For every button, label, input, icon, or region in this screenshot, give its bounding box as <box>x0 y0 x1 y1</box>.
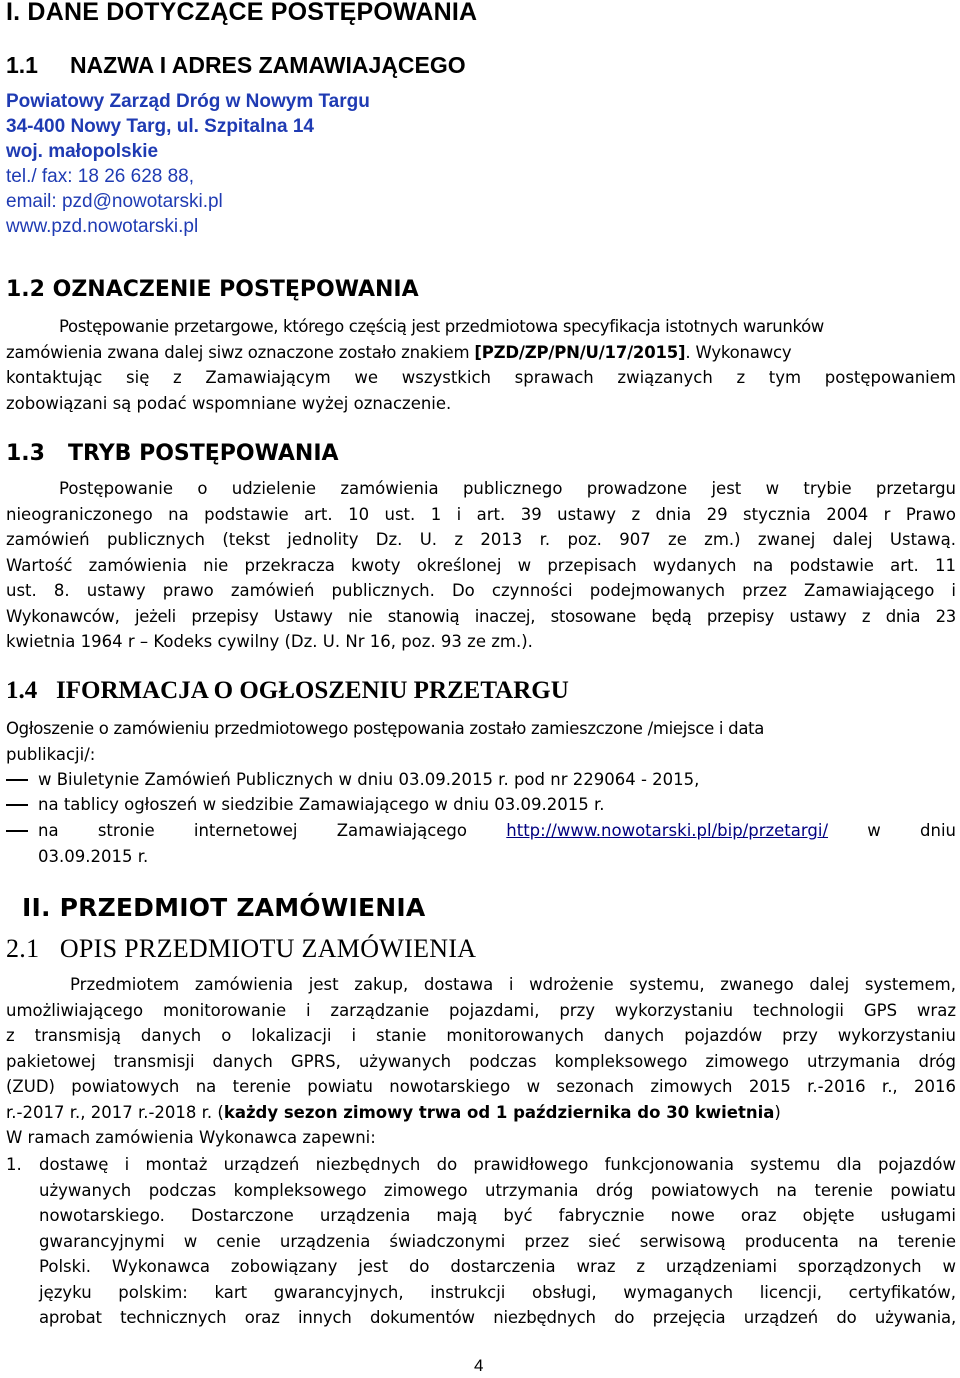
s12-line: Postępowanie przetargowe, którego częścią jest przedmiotowa specyfikacja istotnych warunków <box>59 317 824 336</box>
s21-line: W ramach zamówienia Wykonawca zapewni: <box>6 1128 376 1147</box>
authority-street: 34-400 Nowy Targ, ul. Szpitalna 14 <box>6 116 314 137</box>
announcement-text: w dniu <box>867 821 957 840</box>
list-item-text <box>39 1152 956 1331</box>
s21-line: z transmisją danych o lokalizacji i stanie monitorowanych danych pojazdów przy wykorzystaniu <box>6 1026 956 1045</box>
s11-heading <box>6 52 466 79</box>
s12-text: . Wykonawcy <box>685 342 792 362</box>
s21-heading <box>6 934 476 964</box>
s12-reference-number: [PZD/ZP/PN/U/17/2015] <box>474 342 686 362</box>
authority-voivodeship: woj. małopolskie <box>6 141 159 162</box>
s21-line: umożliwiającego monitorowanie i zarządzanie pojazdami, przy wykorzystaniu technologii GPS wraz <box>6 1000 956 1020</box>
s12-heading <box>6 277 419 302</box>
s13-line: Wartość zamówienia nie przekracza kwoty określonej w przepisach wydanych na podstawie art. 11 <box>6 555 956 575</box>
authority-phone: tel./ fax: 18 26 628 88, <box>6 166 195 187</box>
s21-winter-season-note: każdy sezon zimowy trwa od 1 października do 30 kwietnia <box>223 1102 775 1122</box>
s11-title: NAZWA I ADRES ZAMAWIAJĄCEGO <box>69 52 466 78</box>
authority-www[interactable]: www.pzd.nowotarski.pl <box>6 216 199 237</box>
announcement-item-line <box>38 818 956 844</box>
page-number: 4 <box>474 1356 484 1375</box>
announcement-item <box>6 792 960 818</box>
contracting-authority-address <box>6 89 370 164</box>
list-line: dostawę i montaż urządzeń niezbędnych do prawidłowego funkcjonowania systemu dla pojazdów <box>39 1155 956 1174</box>
list-line: nowotarskiego. Dostarczone urządzenia mają być fabrycznie nowe oraz objęte usługami <box>39 1206 956 1225</box>
announcement-item-text <box>38 818 960 869</box>
s13-line: ust. 8. ustawy prawo zamówień publicznych. Do czynności podejmowanych przez Zamawiającego i <box>6 581 956 600</box>
authority-email[interactable]: email: pzd@nowotarski.pl <box>6 191 223 212</box>
s14-heading <box>6 677 569 705</box>
s13-heading <box>6 441 339 466</box>
announcement-item <box>6 818 960 870</box>
dash-bullet-icon <box>6 804 28 806</box>
dash-bullet-icon <box>6 830 28 832</box>
authority-name: Powiatowy Zarząd Dróg w Nowym Targu <box>6 91 370 112</box>
s14-number: 1.4 <box>6 677 38 704</box>
s12-paragraph <box>6 314 956 416</box>
s12-line: zobowiązani są podać wspomniane wyżej oznaczenie. <box>6 393 452 413</box>
s21-line: pakietowej transmisji danych GPRS, używanych podczas kompleksowego zimowego utrzymania dróg <box>6 1051 956 1071</box>
dash-bullet-icon <box>6 779 28 781</box>
s12-line: kontaktując się z Zamawiającym we wszystkich sprawach związanych z tym postępowaniem <box>6 368 956 387</box>
s13-line: Wykonawców, jeżeli przepisy Ustawy nie stanowią inaczej, stosowane będą przepisy ustawy z dnia 23 <box>6 606 956 626</box>
s13-paragraph <box>6 476 956 655</box>
s21-number: 2.1 <box>6 934 40 963</box>
s21-line <box>6 1100 956 1126</box>
list-line: gwarancyjnymi w cenie urządzenia świadczonymi przez sieć serwisową producenta na terenie <box>39 1231 956 1251</box>
s21-line: Przedmiotem zamówienia jest zakup, dostawa i wdrożenie systemu, zwanego dalej systemem, <box>70 975 956 994</box>
list-line: Polski. Wykonawca zobowiązany jest do dostarczenia wraz z urządzeniami sporządzonych w <box>39 1257 956 1276</box>
s13-line: Postępowanie o udzielenie zamówienia publicznego prowadzone jest w trybie przetargu <box>59 479 956 498</box>
list-number: 1. <box>6 1155 22 1174</box>
s12-line <box>6 340 956 366</box>
s12-number: 1.2 <box>6 277 45 302</box>
s12-title: OZNACZENIE POSTĘPOWANIA <box>52 277 419 302</box>
announcement-date: 03.09.2015 r. <box>38 846 149 866</box>
s13-title: TRYB POSTĘPOWANIA <box>67 441 339 466</box>
announcement-item <box>6 767 960 793</box>
s13-line: nieograniczonego na podstawie art. 10 ust. 1 i art. 39 ustawy z dnia 29 stycznia 2004 r Prawo <box>6 504 956 524</box>
s21-list <box>6 1152 956 1331</box>
s21-paragraph <box>6 972 956 1151</box>
s21-title: OPIS PRZEDMIOTU ZAMÓWIENIA <box>59 934 477 963</box>
s21-text: ) <box>774 1102 781 1122</box>
list-line: języku polskim: kart gwarancyjnych, instrukcji obsługi, wymaganych licencji, certyfikatów, <box>39 1282 956 1302</box>
s21-text: r.-2017 r., 2017 r.-2018 r. ( <box>6 1102 224 1122</box>
s13-number: 1.3 <box>6 441 45 466</box>
announcement-text: na stronie internetowej Zamawiającego <box>38 821 467 840</box>
s13-line: zamówień publicznych (tekst jednolity Dz. U. z 2013 r. poz. 907 ze zm.) zwanej dalej Ustawą. <box>6 530 956 549</box>
s14-line: publikacji/: <box>6 744 96 764</box>
announcement-item-text: w Biuletynie Zamówień Publicznych w dniu 03.09.2015 r. pod nr 229064 - 2015, <box>38 770 700 789</box>
s13-line: kwietnia 1964 r – Kodeks cywilny (Dz. U. Nr 16, poz. 93 ze zm.). <box>6 632 533 651</box>
section-2-heading: II. PRZEDMIOT ZAMÓWIENIA <box>22 893 426 922</box>
section-1-heading: I. DANE DOTYCZĄCE POSTĘPOWANIA <box>6 0 478 26</box>
s11-number: 1.1 <box>6 52 38 78</box>
s21-line: (ZUD) powiatowych na terenie powiatu nowotarskiego w sezonach zimowych 2015 r.-2016 r., 2016 <box>6 1077 956 1096</box>
s12-text: zamówienia zwana dalej siwz oznaczone zostało znakiem <box>6 342 475 362</box>
s14-line: Ogłoszenie o zamówieniu przedmiotowego postępowania zostało zamieszczone /miejsce i data <box>6 719 765 738</box>
authority-contacts <box>6 164 223 239</box>
list-line: aprobat technicznych oraz innych dokumentów niezbędnych do przejęcia urządzeń do używania, <box>39 1308 956 1327</box>
s14-title: IFORMACJA O OGŁOSZENIU PRZETARGU <box>56 677 569 704</box>
announcement-item-text: na tablicy ogłoszeń w siedzibie Zamawiającego w dniu 03.09.2015 r. <box>38 795 605 814</box>
bip-tenders-link[interactable]: http://www.nowotarski.pl/bip/przetargi/ <box>506 821 828 840</box>
s14-intro <box>6 716 956 767</box>
list-line: używanych podczas kompleksowego zimowego utrzymania dróg powiatowych na terenie powiatu <box>39 1180 956 1200</box>
